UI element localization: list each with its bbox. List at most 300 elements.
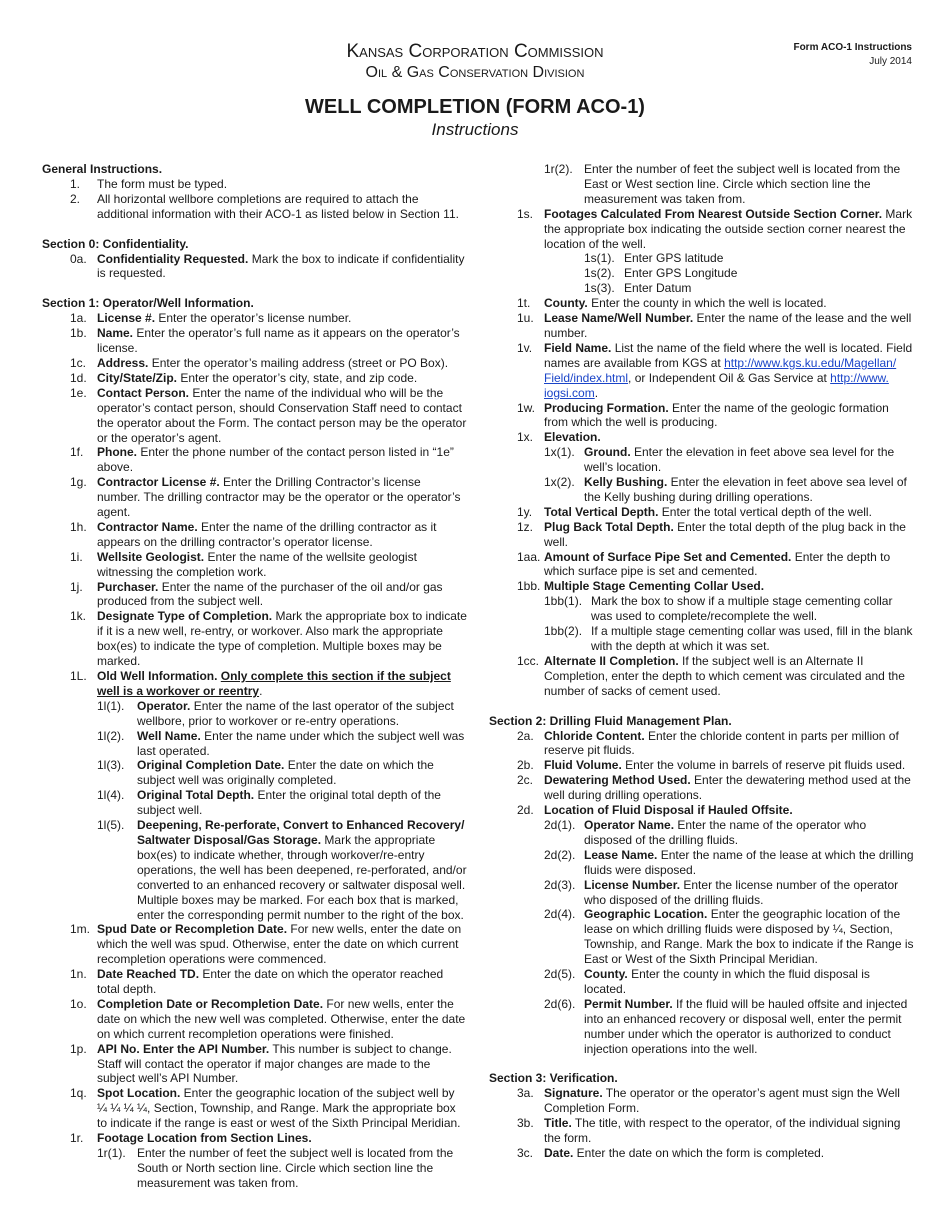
item-number: 1aa.	[517, 549, 541, 564]
instruction-item	[489, 296, 914, 311]
item-body: Enter the geographic location of the subject well by ¼ ¼ ¼ ¼, Section, Township, and Range. Mark the appropriate box to indicate if the range is east or west of the Sixth Principal Meridian.	[97, 1086, 461, 1131]
item-body: Enter the number of feet the subject well is located from the South or North section line. Circle which section line the measurement was taken from.	[137, 1146, 454, 1190]
item-number: 1t.	[517, 296, 531, 311]
page-title: WELL COMPLETION (FORM ACO-1)	[305, 96, 645, 118]
section-gap	[489, 699, 914, 714]
item-number: 1s(1).	[584, 251, 615, 266]
item-body: Enter the elevation in feet above sea level for the well’s location.	[584, 445, 895, 475]
item-label: City/State/Zip.	[97, 370, 178, 385]
agency-name: Kansas Corporation Commission	[346, 41, 604, 62]
instruction-item	[489, 207, 914, 252]
item-text	[591, 594, 914, 624]
item-text	[584, 445, 914, 475]
item-number: 1i.	[70, 549, 83, 564]
item-label: Plug Back Total Depth.	[544, 519, 674, 534]
item-label: Permit Number.	[584, 996, 673, 1011]
item-body: Enter the date on which the subject well was originally completed.	[137, 758, 434, 788]
item-label: Well Name.	[137, 728, 201, 743]
instruction-item	[489, 803, 914, 818]
item-label: Spud Date or Recompletion Date.	[97, 922, 288, 937]
item-body: Enter the name of the geologic formation from which the well is producing.	[544, 400, 889, 430]
instruction-item	[489, 758, 914, 773]
instruction-item	[489, 729, 914, 759]
item-label: Producing Formation.	[544, 400, 669, 415]
item-number: 2d(4).	[544, 907, 576, 922]
instruction-item	[489, 848, 914, 878]
item-label: Signature.	[544, 1086, 603, 1101]
item-label: Lease Name.	[584, 847, 658, 862]
item-number: 3b.	[517, 1116, 534, 1131]
item-text	[97, 326, 467, 356]
item-body: .	[259, 683, 263, 698]
item-body: For new wells, enter the date on which the new well was completed. Otherwise, enter the date on which current recompletion operations were finished.	[97, 996, 466, 1041]
item-body: Enter the total vertical depth of the well.	[658, 504, 872, 519]
item-number: 1bb.	[517, 579, 541, 594]
instruction-item	[489, 520, 914, 550]
item-number: 1w.	[517, 400, 536, 415]
instruction-item	[489, 401, 914, 431]
item-body: For new wells, enter the date on which the well was spud. Otherwise, enter the date on which current recompletion operations were commenced.	[97, 922, 462, 967]
item-text	[97, 550, 467, 580]
item-number: 1l(5).	[97, 818, 125, 833]
item-number: 1s(2).	[584, 266, 615, 281]
right-column	[489, 162, 914, 1161]
item-text	[97, 669, 467, 699]
item-number: 1y.	[517, 504, 533, 519]
division-name: Oil & Gas Conservation Division	[365, 64, 585, 81]
item-label: Completion Date or Recompletion Date.	[97, 996, 324, 1011]
instruction-item	[42, 177, 467, 192]
item-body: Enter the date on which the operator reached total depth.	[97, 967, 444, 997]
form-date: July 2014	[869, 56, 912, 67]
instruction-item	[489, 594, 914, 624]
item-number: 1g.	[70, 475, 87, 490]
item-body: If the fluid will be hauled offsite and injected into an enhanced recovery or disposal well, enter the permit number under which the operator is authorized to conduct injection operations into the well.	[584, 996, 908, 1056]
item-text	[97, 445, 467, 475]
item-text	[137, 1146, 467, 1191]
item-number: 1r(2).	[544, 162, 573, 176]
item-number: 1q.	[70, 1086, 87, 1101]
item-number: 2d(3).	[544, 877, 576, 892]
item-text	[544, 773, 914, 803]
instruction-item	[42, 356, 467, 371]
item-number: 1l(1).	[97, 698, 125, 713]
item-text	[624, 281, 914, 296]
item-body: Enter the name under which the subject well was last operated.	[137, 728, 465, 758]
item-text	[97, 967, 467, 997]
instruction-item	[42, 1086, 467, 1131]
item-label: Phone.	[97, 445, 138, 460]
item-text	[97, 386, 467, 446]
item-body: Enter the name of the wellsite geologist witnessing the completion work.	[97, 549, 417, 579]
item-text	[544, 1146, 914, 1161]
item-body: Enter the operator’s license number.	[155, 311, 352, 326]
instruction-item	[42, 669, 467, 699]
item-body: Enter the name of the drilling contractor as it appears on the drilling contractor’s operator license.	[97, 519, 437, 549]
instruction-item	[42, 997, 467, 1042]
instruction-item	[42, 580, 467, 610]
item-label: Location of Fluid Disposal if Hauled Offsite.	[544, 803, 793, 818]
instruction-item	[42, 445, 467, 475]
item-number: 3a.	[517, 1086, 534, 1101]
item-label: Date Reached TD.	[97, 967, 200, 982]
item-text	[584, 848, 914, 878]
item-text	[137, 729, 467, 759]
item-label: API No. Enter the API Number.	[97, 1041, 270, 1056]
item-body: Enter the elevation in feet above sea level of the Kelly bushing during drilling operations.	[584, 475, 907, 504]
item-number: 1v.	[517, 340, 533, 355]
item-body: Enter the operator’s city, state, and zip code.	[177, 370, 418, 385]
item-label: Operator Name.	[584, 817, 675, 832]
instruction-item	[489, 907, 914, 967]
item-body: Enter Datum	[624, 281, 692, 296]
item-body: This number is subject to change. Staff will contact the operator if major changes are made to the subject well’s API Number.	[97, 1041, 452, 1086]
item-label: Multiple Stage Cementing Collar Used.	[544, 579, 765, 594]
item-label: Title.	[544, 1116, 572, 1131]
item-number: 1m.	[70, 922, 91, 937]
item-number: 2c.	[517, 773, 534, 788]
item-number: 2b.	[517, 758, 534, 773]
item-text	[97, 1042, 467, 1087]
item-body: Mark the appropriate box to indicate if it is a new well, re-entry, or workover. Also mark the appropriate box(es) to indicate the type of completion. Multiple boxes may be marked.	[97, 609, 467, 669]
instruction-item	[489, 475, 914, 505]
item-text	[624, 266, 914, 281]
instruction-item	[489, 579, 914, 594]
item-body: Enter the name of the individual who will be the operator’s contact person, should Conservation Staff need to contact the operator about the Form. The contact person may be the operator or the operator’s agent.	[97, 385, 467, 445]
item-body: All horizontal wellbore completions are required to attach the additional information with their ACO-1 as listed below in Section 11.	[97, 191, 459, 221]
item-number: 1j.	[70, 579, 83, 594]
item-body: Enter the name of the lease and the well number.	[544, 311, 912, 340]
item-number: 2d(6).	[544, 996, 576, 1011]
instruction-item	[42, 699, 467, 729]
item-label: Contact Person.	[97, 385, 190, 400]
instruction-item	[489, 162, 914, 207]
instruction-item	[42, 326, 467, 356]
item-text	[544, 550, 914, 580]
item-text	[97, 475, 467, 520]
item-text	[97, 177, 467, 192]
item-label: Address.	[97, 355, 149, 370]
section-gap	[42, 222, 467, 237]
item-body: Enter the depth to which surface pipe is set and cemented.	[544, 549, 891, 579]
item-text	[544, 296, 914, 311]
instruction-item	[42, 818, 467, 922]
item-number: 1e.	[70, 385, 87, 400]
instruction-item	[489, 773, 914, 803]
item-number: 2d(1).	[544, 817, 576, 832]
instruction-item	[42, 386, 467, 446]
item-label: Field Name.	[544, 340, 612, 355]
item-body: , or Independent Oil & Gas Service at	[628, 370, 831, 385]
item-text	[544, 729, 914, 759]
instruction-item	[42, 1146, 467, 1191]
item-label: Designate Type of Completion.	[97, 609, 273, 624]
instruction-item	[42, 1042, 467, 1087]
item-label: Fluid Volume.	[544, 758, 622, 773]
instruction-item	[42, 758, 467, 788]
item-number: 1bb(2).	[544, 624, 583, 639]
section-heading: Section 0: Confidentiality.	[42, 236, 189, 251]
item-body: Mark the box to indicate if confidentiality is requested.	[97, 251, 465, 281]
item-label: Dewatering Method Used.	[544, 773, 691, 788]
instruction-item	[42, 609, 467, 669]
item-text	[97, 252, 467, 282]
item-body: Enter GPS latitude	[624, 251, 724, 266]
item-body: Enter the Drilling Contractor’s license number. The drilling contractor may be the operator or the operator’s agent.	[97, 475, 461, 520]
item-label: Elevation.	[544, 430, 601, 445]
item-label: Original Total Depth.	[137, 788, 255, 803]
item-body: Enter the dewatering method used at the well during drilling operations.	[544, 773, 911, 803]
section-heading: General Instructions.	[42, 162, 163, 176]
item-body: Mark the appropriate box(es) to indicate whether, through workover/re-entry operations, the well has been deepened, re-perforated, and/or converted to an enhanced recovery or saltwater disposal well. Multiple boxes may be marked. For each box that is marked, enter the corresponding permit number to the right of the box.	[137, 832, 467, 922]
item-body: If a multiple stage cementing collar was used, fill in the blank with the depth at which it was set.	[591, 624, 913, 653]
item-label: Date.	[544, 1146, 574, 1160]
item-number: 1c.	[70, 355, 87, 370]
instruction-item	[489, 430, 914, 445]
item-text	[584, 907, 914, 967]
instruction-item	[489, 311, 914, 341]
item-body: Enter the geographic location of the lease on which drilling fluids were disposed by ¼, Section, Township, and Range. Mark the box to indicate if the Range is East or West of the Sixth Principal Meridian.	[584, 907, 914, 967]
item-text	[544, 1116, 914, 1146]
item-label: Confidentiality Requested.	[97, 251, 249, 266]
item-label: Purchaser.	[97, 579, 159, 594]
item-number: 1u.	[517, 311, 534, 326]
item-text	[544, 520, 914, 550]
item-label: Geographic Location.	[584, 907, 708, 922]
section-gap	[489, 1056, 914, 1071]
item-label: Operator.	[137, 698, 191, 713]
section-heading: Section 2: Drilling Fluid Management Plan.	[489, 713, 732, 728]
item-number: 2.	[70, 191, 81, 206]
instruction-item	[42, 475, 467, 520]
item-number: 1L.	[70, 669, 87, 683]
form-id: Form ACO-1 Instructions	[793, 42, 912, 53]
item-text	[584, 967, 914, 997]
item-text	[584, 878, 914, 908]
item-label: Name.	[97, 326, 134, 341]
item-body: Enter the license number of the operator who disposed of the drilling fluids.	[584, 877, 899, 907]
item-label: Old Well Information.	[97, 669, 218, 683]
item-body: Enter the total depth of the plug back in the well.	[544, 519, 906, 549]
item-body: Enter GPS Longitude	[624, 266, 738, 281]
item-number: 3c.	[517, 1146, 534, 1160]
item-body: Enter the name of the last operator of the subject wellbore, prior to workover or re-entry operations.	[137, 698, 454, 728]
item-number: 1f.	[70, 445, 84, 460]
item-label: Amount of Surface Pipe Set and Cemented.	[544, 549, 792, 564]
item-text	[97, 356, 467, 371]
instruction-item	[489, 967, 914, 997]
item-number: 1l(4).	[97, 788, 125, 803]
item-text	[97, 192, 467, 222]
item-number: 1x(1).	[544, 445, 575, 460]
agency-block	[0, 41, 950, 82]
instruction-item	[42, 1131, 467, 1146]
instruction-item	[489, 1086, 914, 1116]
item-text	[137, 758, 467, 788]
item-text	[584, 997, 914, 1057]
item-number: 2d(2).	[544, 847, 576, 862]
instruction-item	[489, 266, 914, 281]
instruction-item	[489, 624, 914, 654]
item-text	[97, 997, 467, 1042]
item-number: 1x.	[517, 430, 534, 445]
section-heading: Section 3: Verification.	[489, 1071, 618, 1086]
page-subtitle: Instructions	[431, 120, 519, 139]
item-text	[137, 699, 467, 729]
item-text	[544, 207, 914, 252]
item-number: 1z.	[517, 519, 534, 534]
item-emphasis: Only complete this section if the subject well is a workover or reentry	[97, 669, 451, 698]
item-body: The title, with respect to the operator, of the individual signing the form.	[544, 1116, 901, 1146]
instruction-item	[42, 311, 467, 326]
item-number: 1bb(1).	[544, 594, 583, 609]
item-number: 1a.	[70, 311, 87, 326]
item-text	[97, 580, 467, 610]
item-text	[137, 818, 467, 922]
item-label: License Number.	[584, 877, 681, 892]
item-label: Total Vertical Depth.	[544, 504, 659, 519]
item-text	[544, 579, 914, 594]
left-column	[42, 162, 467, 1191]
instruction-item	[42, 922, 467, 967]
item-label: County.	[584, 967, 628, 982]
item-body: The operator or the operator’s agent must sign the Well Completion Form.	[544, 1086, 900, 1116]
item-number: 1cc.	[517, 653, 540, 668]
item-number: 1l(3).	[97, 758, 125, 773]
item-text	[544, 401, 914, 431]
item-body: Enter the name of the operator who disposed of the drilling fluids.	[584, 817, 867, 847]
item-number: 1b.	[70, 326, 87, 341]
instruction-item	[42, 729, 467, 759]
item-text	[624, 251, 914, 266]
item-number: 2d.	[517, 803, 534, 818]
item-text	[544, 311, 914, 341]
item-label: Ground.	[584, 445, 631, 460]
item-body: Enter the name of the lease at which the drilling fluids were disposed.	[584, 847, 914, 877]
item-label: Original Completion Date.	[137, 758, 285, 773]
instruction-item	[42, 967, 467, 997]
instruction-item	[489, 654, 914, 699]
item-number: 1s.	[517, 206, 534, 221]
item-text	[584, 818, 914, 848]
item-label: Contractor License #.	[97, 475, 220, 490]
item-body: Mark the box to show if a multiple stage cementing collar was used to complete/recomplete the well.	[591, 594, 893, 624]
item-label: Wellsite Geologist.	[97, 549, 205, 564]
item-text	[544, 505, 914, 520]
instruction-item	[42, 252, 467, 282]
item-label: License #.	[97, 311, 156, 326]
item-number: 1h.	[70, 519, 87, 534]
instruction-item	[489, 878, 914, 908]
item-number: 1o.	[70, 996, 87, 1011]
instruction-item	[489, 445, 914, 475]
item-number: 1l(2).	[97, 728, 125, 743]
item-body: Enter the operator’s full name as it appears on the operator’s license.	[97, 326, 460, 356]
item-text	[97, 520, 467, 550]
item-text	[97, 1086, 467, 1131]
iogsi-link[interactable]: http://www. iogsi.com	[544, 370, 889, 400]
instruction-item	[42, 371, 467, 386]
section-gap	[42, 281, 467, 296]
item-body: The form must be typed.	[97, 176, 228, 191]
item-number: 2a.	[517, 728, 534, 743]
item-text	[544, 341, 914, 401]
item-label: Alternate II Completion.	[544, 653, 679, 668]
section-heading: Section 1: Operator/Well Information.	[42, 296, 254, 311]
item-label: Spot Location.	[97, 1086, 181, 1101]
item-text	[97, 922, 467, 967]
item-text	[544, 654, 914, 699]
instruction-item	[489, 550, 914, 580]
instruction-item	[489, 341, 914, 401]
item-label: Lease Name/Well Number.	[544, 311, 694, 326]
item-number: 1.	[70, 176, 81, 191]
item-text	[544, 430, 914, 445]
item-body: List the name of the field where the well is located. Field names are available from KGS at	[544, 340, 913, 370]
instruction-item	[489, 997, 914, 1057]
instruction-item	[42, 520, 467, 550]
instruction-item	[489, 818, 914, 848]
item-body: Enter the chloride content in parts per million of reserve pit fluids.	[544, 728, 899, 758]
item-text	[137, 788, 467, 818]
item-body: .	[594, 385, 599, 400]
item-number: 1p.	[70, 1041, 87, 1056]
item-body: Mark the appropriate box indicating the outside section corner nearest the location of the well.	[544, 206, 913, 251]
item-body: Enter the phone number of the contact person listed in “1e” above.	[97, 445, 454, 475]
item-label: Contractor Name.	[97, 519, 198, 534]
item-text	[544, 758, 914, 773]
item-body: Enter the number of feet the subject well is located from the East or West section line. Circle which section line the measurement was taken from.	[584, 162, 901, 206]
item-body: Enter the name of the purchaser of the oil and/or gas produced from the subject well.	[97, 579, 443, 609]
kgs-link[interactable]: http://www.kgs.ku.edu/Magellan/ Field/index.html	[544, 355, 897, 385]
item-body: Enter the county in which the well is located.	[587, 296, 827, 311]
item-number: 1x(2).	[544, 475, 575, 490]
item-text	[591, 624, 914, 654]
item-body: Enter the original total depth of the subject well.	[137, 788, 441, 818]
item-body: Enter the date on which the form is completed.	[573, 1146, 825, 1160]
item-body: Enter the operator’s mailing address (street or PO Box).	[148, 355, 449, 370]
instruction-item	[489, 281, 914, 296]
item-number: 1r(1).	[97, 1146, 126, 1160]
instruction-item	[42, 788, 467, 818]
instruction-item	[489, 251, 914, 266]
instruction-item	[489, 1146, 914, 1161]
item-text	[97, 371, 467, 386]
item-number: 1k.	[70, 609, 87, 624]
item-number: 1n.	[70, 967, 87, 982]
item-label: Kelly Bushing.	[584, 475, 668, 490]
item-label: Chloride Content.	[544, 728, 645, 743]
item-label: County.	[544, 296, 588, 311]
item-number: 2d(5).	[544, 967, 576, 982]
item-text	[97, 311, 467, 326]
instruction-item	[42, 550, 467, 580]
item-number: 1d.	[70, 370, 87, 385]
item-label: Deepening, Re-perforate, Convert to Enhanced Recovery/ Saltwater Disposal/Gas Storage.	[137, 818, 465, 847]
item-body: Enter the volume in barrels of reserve pit fluids used.	[621, 758, 906, 773]
item-text	[97, 609, 467, 669]
item-text	[584, 162, 914, 207]
item-number: 0a.	[70, 251, 87, 266]
item-number: 1s(3).	[584, 281, 615, 296]
instruction-item	[489, 1116, 914, 1146]
instruction-item	[489, 505, 914, 520]
item-text	[544, 1086, 914, 1116]
item-label: Footages Calculated From Nearest Outside Section Corner.	[544, 206, 883, 221]
item-body: Enter the county in which the fluid disposal is located.	[584, 967, 870, 996]
item-text	[544, 803, 914, 818]
item-text	[584, 475, 914, 505]
